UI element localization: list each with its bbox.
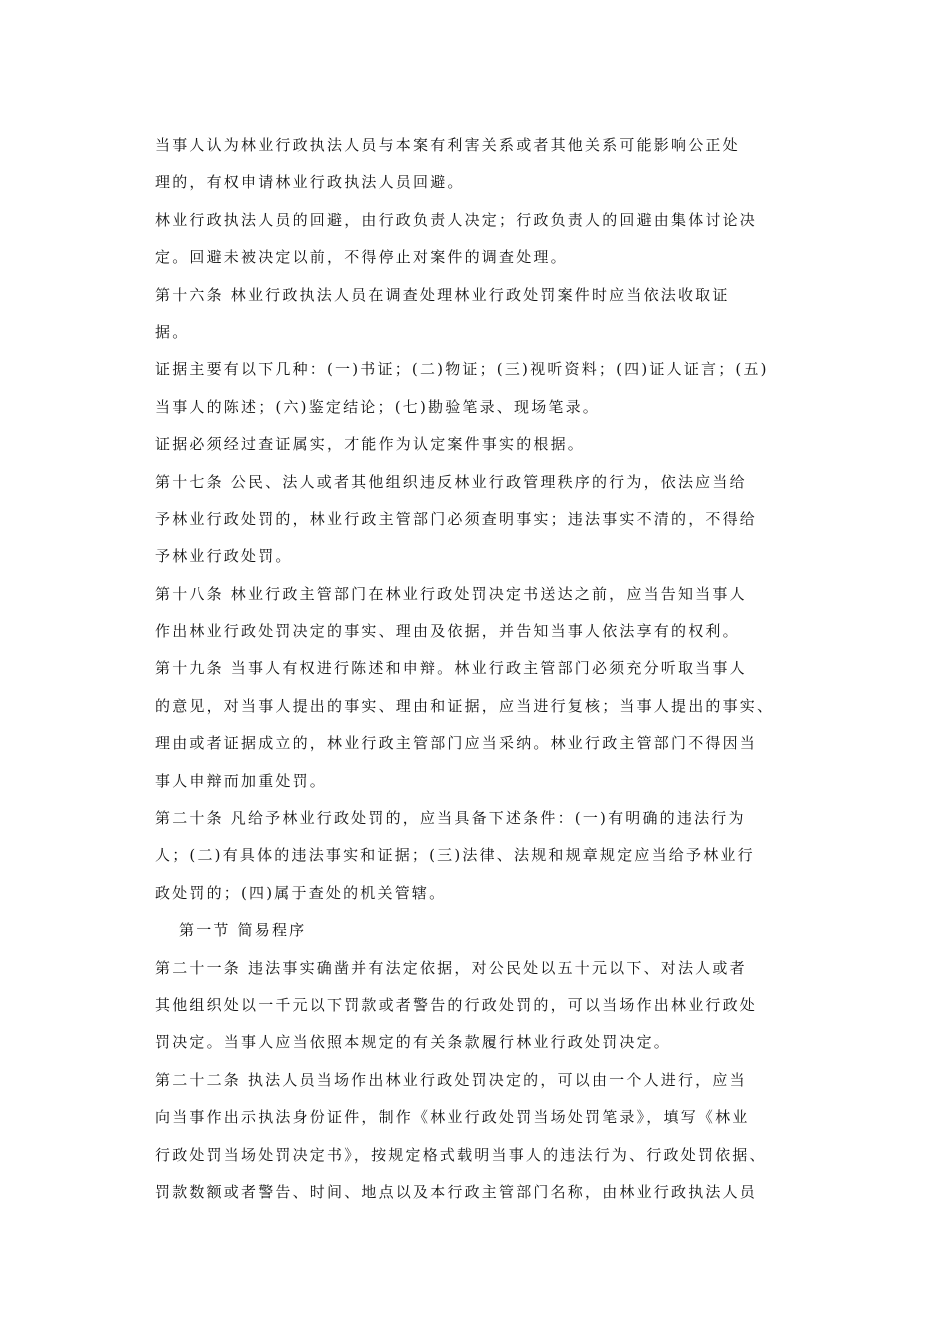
text-line: 林业行政执法人员的回避，由行政负责人决定；行政负责人的回避由集体讨论决 — [155, 210, 758, 229]
text-line: 予林业行政处罚的，林业行政主管部门必须查明事实；违法事实不清的，不得给 — [155, 509, 758, 528]
text-line: 理的，有权申请林业行政执法人员回避。 — [155, 173, 465, 192]
text-line: 第十九条 当事人有权进行陈述和申辩。林业行政主管部门必须充分听取当事人 — [155, 659, 747, 678]
text-line: 第十八条 林业行政主管部门在林业行政处罚决定书送达之前，应当告知当事人 — [155, 584, 747, 603]
text-line: 人；(二)有具体的违法事实和证据；(三)法律、法规和规章规定应当给予林业行 — [155, 846, 755, 865]
text-line: 向当事作出示执法身份证件，制作《林业行政处罚当场处罚笔录》，填写《林业 — [155, 1108, 750, 1127]
text-line: 事人申辩而加重处罚。 — [155, 771, 328, 790]
text-line: 作出林业行政处罚决定的事实、理由及依据，并告知当事人依法享有的权利。 — [155, 622, 740, 641]
text-line: 予林业行政处罚。 — [155, 547, 293, 566]
text-line: 定。回避未被决定以前，不得停止对案件的调查处理。 — [155, 248, 568, 267]
text-line: 证据必须经过查证属实，才能作为认定案件事实的根据。 — [155, 435, 586, 454]
text-line: 第十六条 林业行政执法人员在调查处理林业行政处罚案件时应当依法收取证 — [155, 285, 730, 304]
text-line: 的意见，对当事人提出的事实、理由和证据，应当进行复核；当事人提出的事实、 — [155, 696, 775, 715]
text-line: 其他组织处以一千元以下罚款或者警告的行政处罚的，可以当场作出林业行政处 — [155, 995, 758, 1014]
text-line: 当事人的陈述；(六)鉴定结论；(七)勘验笔录、现场笔录。 — [155, 397, 601, 416]
text-line: 第十七条 公民、法人或者其他组织违反林业行政管理秩序的行为，依法应当给 — [155, 472, 747, 491]
text-line: 证据主要有以下几种：(一)书证；(二)物证；(三)视听资料；(四)证人证言；(五) — [155, 360, 769, 379]
text-line: 罚决定。当事人应当依照本规定的有关条款履行林业行政处罚决定。 — [155, 1033, 672, 1052]
text-line: 理由或者证据成立的，林业行政主管部门应当采纳。林业行政主管部门不得因当 — [155, 734, 758, 753]
text-line: 第二十条 凡给予林业行政处罚的，应当具备下述条件：(一)有明确的违法行为 — [155, 809, 746, 828]
text-line: 当事人认为林业行政执法人员与本案有利害关系或者其他关系可能影响公正处 — [155, 136, 740, 154]
text-line: 第二十一条 违法事实确凿并有法定依据，对公民处以五十元以下、对法人或者 — [155, 958, 747, 977]
document-body — [155, 132, 815, 1216]
section-heading: 第一节 简易程序 — [179, 921, 307, 940]
text-line: 行政处罚当场处罚决定书》，按规定格式载明当事人的违法行为、行政处罚依据、 — [155, 1145, 767, 1164]
text-line: 据。 — [155, 322, 190, 341]
text-line: 政处罚的；(四)属于查处的机关管辖。 — [155, 883, 447, 902]
text-line: 第二十二条 执法人员当场作出林业行政处罚决定的，可以由一个人进行，应当 — [155, 1070, 747, 1089]
text-line: 罚款数额或者警告、时间、地点以及本行政主管部门名称，由林业行政执法人员 — [155, 1182, 758, 1201]
